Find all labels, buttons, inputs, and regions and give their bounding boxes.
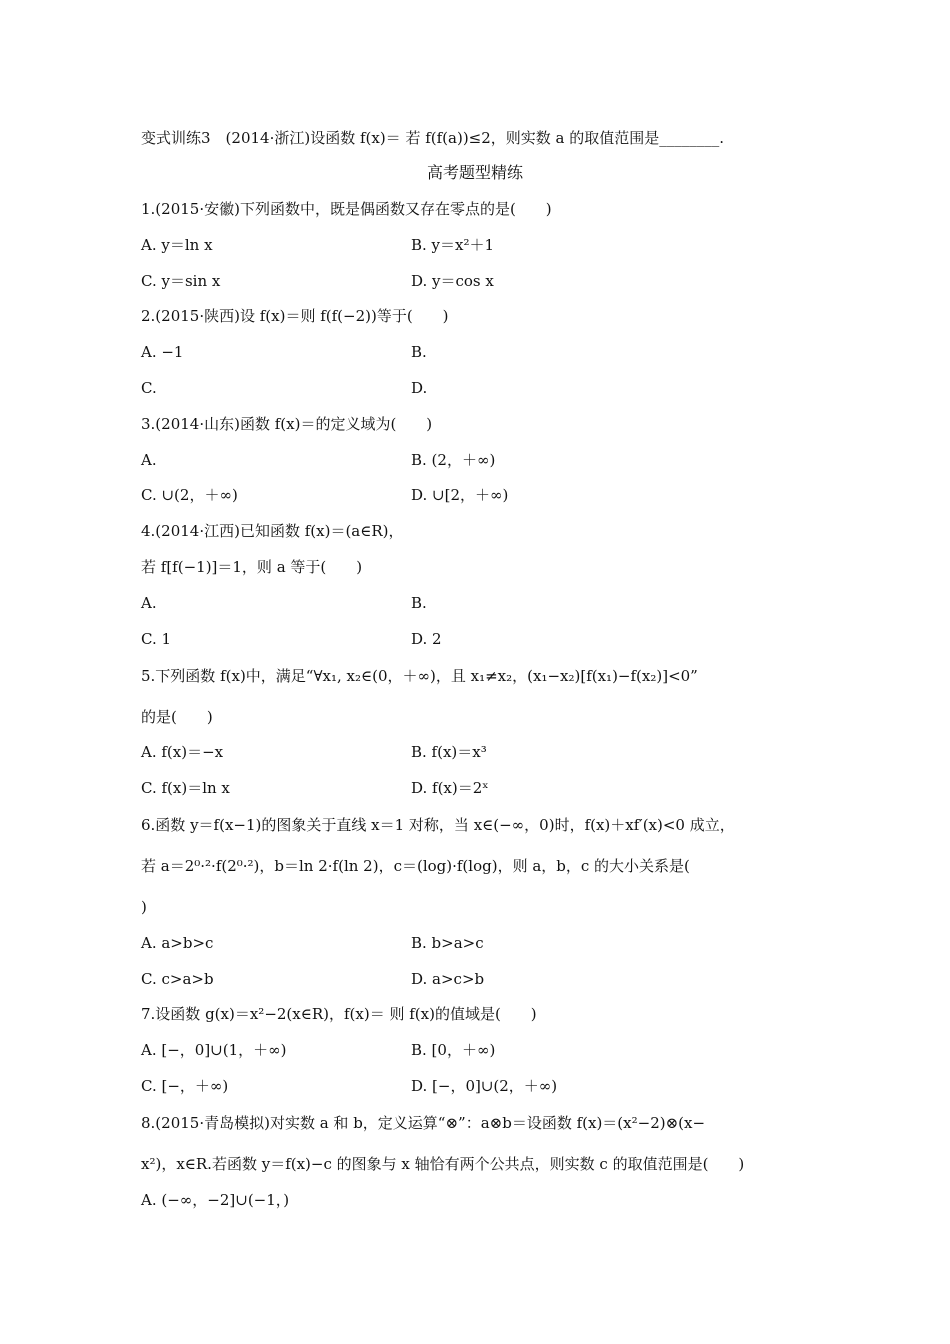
question-2-option-d: D.: [411, 379, 428, 397]
question-4-stem-continued: 若 f[f(−1)]＝1，则 a 等于( ): [141, 558, 363, 576]
question-5-stem: 5.下列函数 f(x)中，满足“∀x₁, x₂∈(0，＋∞)，且 x₁≠x₂，(x₁−x₂)[f(x₁)−f(x₂)]<0”: [141, 667, 698, 685]
question-1-option-d: D. y＝cos x: [411, 272, 494, 290]
question-2-option-b: B.: [411, 343, 427, 361]
question-7-stem: 7.设函数 g(x)＝x²−2(x∈R)，f(x)＝ 则 f(x)的值域是( ): [141, 1005, 537, 1023]
question-3-option-d: D. ∪[2，＋∞): [411, 486, 509, 504]
question-6-option-a: A. a>b>c: [141, 934, 214, 952]
question-3-option-b: B. (2，＋∞): [411, 451, 496, 469]
question-4-option-d: D. 2: [411, 630, 442, 648]
question-4-option-c: C. 1: [141, 630, 172, 648]
question-6-stem: 6.函数 y＝f(x−1)的图象关于直线 x＝1 对称，当 x∈(−∞，0)时，f(x)＋xf′(x)<0 成立，: [141, 816, 735, 834]
question-4-option-b: B.: [411, 594, 427, 612]
question-1-option-c: C. y＝sin x: [141, 272, 221, 290]
question-6-option-b: B. b>a>c: [411, 934, 484, 952]
question-8-stem: 8.(2015·青岛模拟)对实数 a 和 b，定义运算“⊗”：a⊗b＝设函数 f(x)＝(x²−2)⊗(x−: [141, 1114, 706, 1132]
question-5-option-d: D. f(x)＝2ˣ: [411, 779, 489, 797]
question-7-option-b: B. [0，＋∞): [411, 1041, 496, 1059]
question-3-option-c: C. ∪(2，＋∞): [141, 486, 238, 504]
question-7-option-d: D. [−，0]∪(2，＋∞): [411, 1077, 558, 1095]
question-6-stem-continued: 若 a＝2⁰·²·f(2⁰·²)，b＝ln 2·f(ln 2)，c＝(log)·f(log)，则 a，b，c 的大小关系是(: [141, 857, 690, 875]
question-6-option-d: D. a>c>b: [411, 970, 485, 988]
question-2-option-a: A. −1: [141, 343, 184, 361]
question-5-option-c: C. f(x)＝ln x: [141, 779, 230, 797]
question-2-option-c: C.: [141, 379, 157, 397]
question-1-stem: 1.(2015·安徽)下列函数中，既是偶函数又存在零点的是( ): [141, 200, 552, 218]
question-5-stem-continued: 的是( ): [141, 708, 213, 726]
question-1-option-a: A. y＝ln x: [141, 236, 213, 254]
question-7-option-a: A. [−，0]∪(1，＋∞): [141, 1041, 287, 1059]
question-3-stem: 3.(2014·山东)函数 f(x)＝的定义域为( ): [141, 415, 433, 433]
question-2-stem: 2.(2015·陕西)设 f(x)＝则 f(f(−2))等于( ): [141, 307, 449, 325]
question-5-option-a: A. f(x)＝−x: [141, 743, 224, 761]
section-title: 高考题型精练: [426, 163, 523, 182]
question-4-stem: 4.(2014·江西)已知函数 f(x)＝(a∈R)，: [141, 522, 404, 540]
intro-text: 变式训练3 (2014·浙江)设函数 f(x)＝ 若 f(f(a))≤2，则实数 a 的取值范围是________.: [141, 129, 725, 147]
question-4-option-a: A.: [141, 594, 157, 612]
question-8-option-a: A. (−∞，−2]∪(−1，): [141, 1191, 290, 1209]
question-7-option-c: C. [−，＋∞): [141, 1077, 229, 1095]
question-6-stem-end: ): [141, 898, 147, 916]
question-6-option-c: C. c>a>b: [141, 970, 214, 988]
question-8-stem-continued: x²)，x∈R.若函数 y＝f(x)−c 的图象与 x 轴恰有两个公共点，则实数 c 的取值范围是( ): [141, 1155, 745, 1173]
question-5-option-b: B. f(x)＝x³: [411, 743, 487, 761]
question-3-option-a: A.: [141, 451, 157, 469]
question-1-option-b: B. y＝x²＋1: [411, 236, 495, 254]
